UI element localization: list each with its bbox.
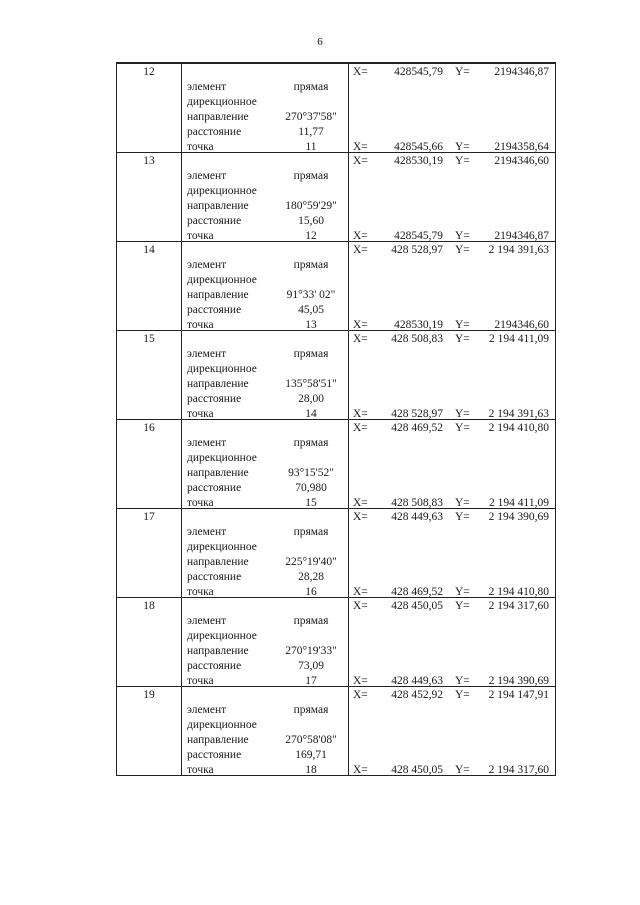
x-start-label: X= [353,155,368,167]
row-number: 13 [143,155,155,167]
direction-value: 270°19'33" [285,645,337,657]
direction-label-line2: направление [187,467,249,479]
y-end-value: 2 194 410,80 [488,586,549,598]
y-start-label: Y= [455,155,470,167]
element-label: элемент [187,437,227,449]
y-start-value: 2 194 147,91 [488,689,549,701]
distance-value: 11,77 [298,126,324,138]
table-row [117,508,555,598]
x-end-value: 428 508,83 [391,497,443,509]
row-number: 12 [143,66,155,78]
y-start-label: Y= [455,511,470,523]
point-value: 13 [305,319,317,331]
distance-label: расстояние [187,393,242,405]
y-end-value: 2194346,87 [494,230,549,242]
x-end-value: 428 449,63 [391,675,443,687]
direction-label-line1: дирекционное [187,719,257,731]
x-start-label: X= [353,333,368,345]
y-start-label: Y= [455,66,470,78]
x-start-label: X= [353,66,368,78]
x-start-value: 428 450,05 [391,600,443,612]
direction-label-line1: дирекционное [187,630,257,642]
element-label: элемент [187,81,227,93]
distance-value: 70,980 [295,482,327,494]
x-end-label: X= [353,497,368,509]
x-end-value: 428530,19 [394,319,443,331]
y-start-value: 2 194 411,09 [489,333,549,345]
distance-label: расстояние [187,749,242,761]
y-end-label: Y= [455,408,470,420]
point-label: точка [187,141,214,153]
y-start-label: Y= [455,422,470,434]
distance-value: 15,60 [298,215,324,227]
x-end-label: X= [353,764,368,776]
table-row [117,597,555,687]
distance-label: расстояние [187,660,242,672]
distance-label: расстояние [187,571,242,583]
direction-value: 93°15'52" [288,467,334,479]
point-value: 12 [305,230,317,242]
coordinates-table [116,62,556,776]
direction-label-line2: направление [187,734,249,746]
element-value: прямая [293,526,329,538]
row-number: 14 [143,244,155,256]
y-start-label: Y= [455,333,470,345]
direction-label-line2: направление [187,556,249,568]
direction-value: 225°19'40" [285,556,337,568]
direction-label-line1: дирекционное [187,452,257,464]
element-value: прямая [293,259,329,271]
x-end-value: 428545,79 [394,230,443,242]
direction-label-line2: направление [187,378,249,390]
y-start-value: 2194346,60 [494,155,549,167]
x-end-label: X= [353,319,368,331]
y-start-label: Y= [455,600,470,612]
x-end-label: X= [353,675,368,687]
element-value: прямая [293,615,329,627]
point-label: точка [187,675,214,687]
direction-value: 270°58'08" [285,734,337,746]
table-row [117,152,555,242]
element-label: элемент [187,259,227,271]
distance-value: 169,71 [295,749,327,761]
point-value: 14 [305,408,317,420]
element-value: прямая [293,704,329,716]
y-end-value: 2 194 390,69 [488,675,549,687]
point-label: точка [187,408,214,420]
y-end-label: Y= [455,230,470,242]
row-number: 16 [143,422,155,434]
direction-label-line2: направление [187,200,249,212]
x-start-label: X= [353,689,368,701]
x-start-label: X= [353,244,368,256]
direction-label-line1: дирекционное [187,274,257,286]
y-start-value: 2 194 391,63 [488,244,549,256]
table-row [117,686,555,776]
point-value: 18 [305,764,317,776]
element-label: элемент [187,170,227,182]
x-start-label: X= [353,422,368,434]
direction-label-line1: дирекционное [187,363,257,375]
point-label: точка [187,230,214,242]
x-start-value: 428545,79 [394,66,443,78]
element-label: элемент [187,348,227,360]
direction-value: 135°58'51" [285,378,337,390]
x-end-label: X= [353,408,368,420]
x-start-value: 428 449,63 [391,511,443,523]
row-number: 15 [143,333,155,345]
page-number: 6 [317,36,323,48]
x-start-value: 428 508,83 [391,333,443,345]
y-end-label: Y= [455,141,470,153]
y-start-value: 2 194 390,69 [488,511,549,523]
y-start-label: Y= [455,244,470,256]
x-start-label: X= [353,511,368,523]
distance-value: 73,09 [298,660,324,672]
x-end-value: 428 469,52 [391,586,443,598]
y-end-label: Y= [455,764,470,776]
table-row [117,241,555,331]
point-label: точка [187,497,214,509]
x-start-value: 428 528,97 [391,244,443,256]
distance-label: расстояние [187,482,242,494]
point-label: точка [187,319,214,331]
point-value: 17 [305,675,317,687]
element-label: элемент [187,615,227,627]
direction-value: 180°59'29" [285,200,337,212]
direction-label-line2: направление [187,645,249,657]
row-number: 19 [143,689,155,701]
element-value: прямая [293,170,329,182]
x-end-label: X= [353,141,368,153]
x-end-value: 428545,66 [394,141,443,153]
row-number: 17 [143,511,155,523]
element-label: элемент [187,704,227,716]
y-end-label: Y= [455,675,470,687]
direction-value: 270°37'58" [285,111,337,123]
point-label: точка [187,764,214,776]
x-end-value: 428 450,05 [391,764,443,776]
point-value: 11 [305,141,317,153]
distance-label: расстояние [187,215,242,227]
y-start-value: 2194346,87 [494,66,549,78]
x-end-label: X= [353,230,368,242]
table-row [117,330,555,420]
element-value: прямая [293,348,329,360]
direction-label-line1: дирекционное [187,96,257,108]
distance-value: 45,05 [298,304,324,316]
y-start-label: Y= [455,689,470,701]
point-value: 16 [305,586,317,598]
x-end-label: X= [353,586,368,598]
direction-label-line1: дирекционное [187,541,257,553]
y-end-label: Y= [455,497,470,509]
y-end-value: 2 194 391,63 [488,408,549,420]
y-start-value: 2 194 410,80 [488,422,549,434]
x-start-value: 428530,19 [394,155,443,167]
table-row [117,419,555,509]
y-end-label: Y= [455,586,470,598]
y-end-value: 2194358,64 [494,141,549,153]
y-start-value: 2 194 317,60 [488,600,549,612]
direction-label-line1: дирекционное [187,185,257,197]
distance-label: расстояние [187,304,242,316]
point-label: точка [187,586,214,598]
distance-label: расстояние [187,126,242,138]
element-value: прямая [293,81,329,93]
table-row [117,63,555,153]
direction-label-line2: направление [187,289,249,301]
y-end-value: 2 194 411,09 [489,497,549,509]
y-end-value: 2194346,60 [494,319,549,331]
x-start-value: 428 469,52 [391,422,443,434]
point-value: 15 [305,497,317,509]
direction-value: 91°33' 02" [286,289,336,301]
direction-label-line2: направление [187,111,249,123]
distance-value: 28,00 [298,393,324,405]
y-end-value: 2 194 317,60 [488,764,549,776]
x-start-value: 428 452,92 [391,689,443,701]
x-end-value: 428 528,97 [391,408,443,420]
element-label: элемент [187,526,227,538]
row-number: 18 [143,600,155,612]
y-end-label: Y= [455,319,470,331]
distance-value: 28,28 [298,571,324,583]
x-start-label: X= [353,600,368,612]
element-value: прямая [293,437,329,449]
